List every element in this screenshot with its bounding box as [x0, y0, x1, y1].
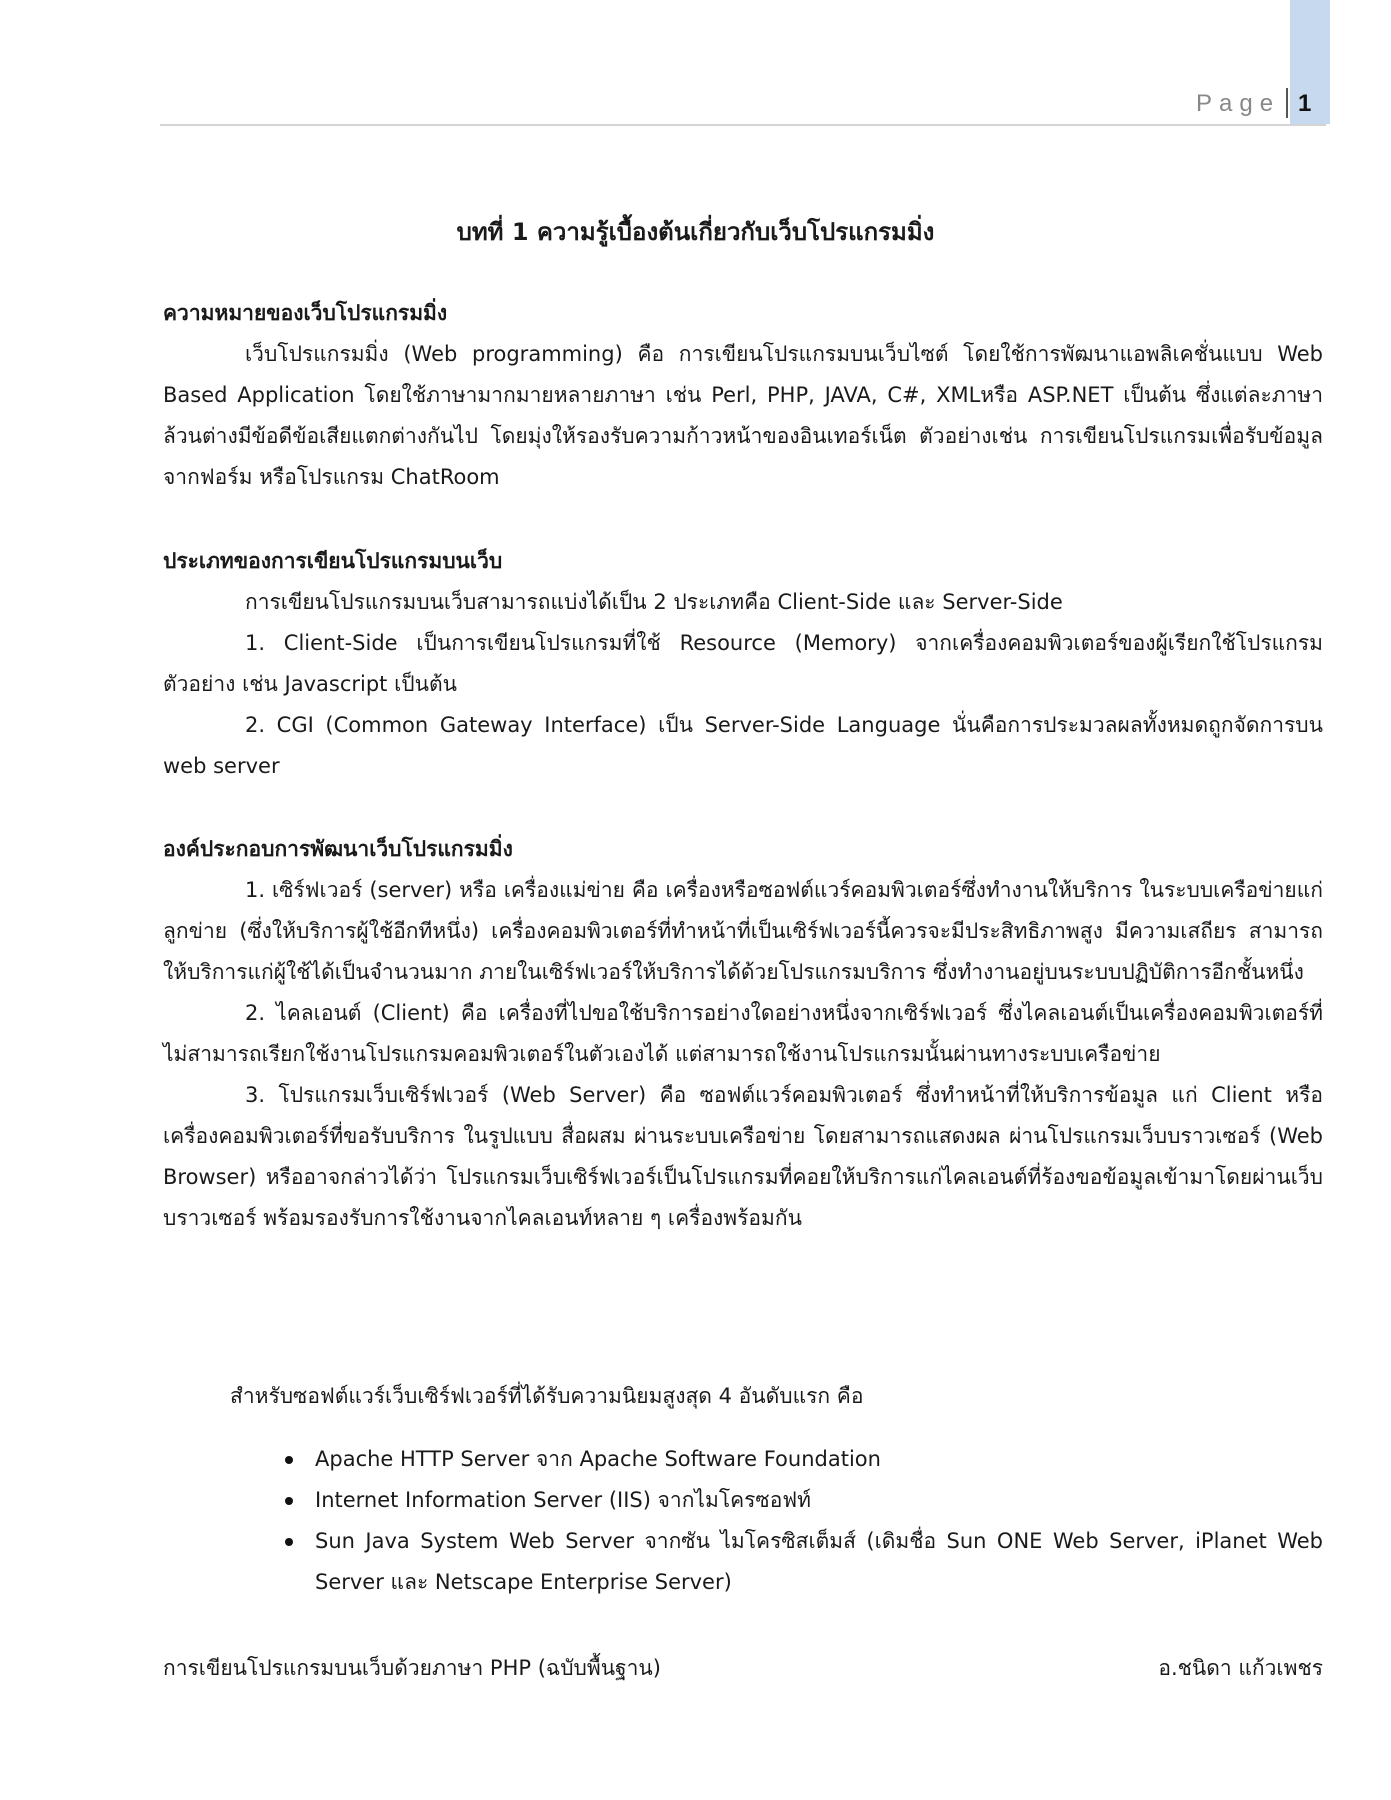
section-popular-servers — [163, 1376, 1323, 1603]
section-heading: องค์ประกอบการพัฒนาเว็บโปรแกรมมิ่ง — [163, 837, 513, 861]
section-components — [163, 829, 1323, 1239]
page-separator — [1286, 88, 1288, 118]
page-number: 1 — [1298, 90, 1312, 117]
paragraph: เว็บโปรแกรมมิ่ง (Web programming) คือ การเขียนโปรแกรมบนเว็บไซต์ โดยใช้การพัฒนาแอพลิเคชั่นแบบ Web Based Application โดยใช้ภาษามากมายหลายภาษา เช่น Perl, PHP, JAVA, C#, XMLหรือ ASP.NET เป็นต้น ซึ่งแต่ละภาษาล้วนต่างมีข้อดีข้อเสียแตกต่างกันไป โดยมุ่งให้รองรับความก้าวหน้าของอินเทอร์เน็ต ตัวอย่างเช่น การเขียนโปรแกรมเพื่อรับข้อมูลจากฟอร์ม หรือโปรแกรม ChatRoom — [163, 342, 1323, 489]
section-meaning — [163, 293, 1323, 498]
list-item: Apache HTTP Server จาก Apache Software Foundation — [315, 1439, 1323, 1480]
section-heading: ความหมายของเว็บโปรแกรมมิ่ง — [163, 301, 448, 325]
chapter-title: บทที่ 1 ความรู้เบื้องต้นเกี่ยวกับเว็บโปรแกรมมิ่ง — [456, 218, 935, 246]
page-footer — [163, 1652, 1323, 1685]
list-item: 3. โปรแกรมเว็บเซิร์ฟเวอร์ (Web Server) คือ ซอฟต์แวร์คอมพิวเตอร์ ซึ่งทำหน้าที่ให้บริการข้อมูล แก่ Client หรือ เครื่องคอมพิวเตอร์ที่ขอรับบริการ ในรูปแบบ สื่อผสม ผ่านระบบเครือข่าย โดยสามารถแสดงผล ผ่านโปรแกรมเว็บบราวเซอร์ (Web Browser) หรืออาจกล่าวได้ว่า โปรแกรมเว็บเซิร์ฟเวอร์เป็นโปรแกรมที่คอยให้บริการแก่ไคลเอนต์ที่ร้องขอข้อมูลเข้ามาโดยผ่านเว็บบราวเซอร์ พร้อมรองรับการใช้งานจากไคลเอนท์หลาย ๆ เครื่องพร้อมกัน — [163, 1083, 1323, 1230]
section-heading: ประเภทของการเขียนโปรแกรมบนเว็บ — [163, 549, 503, 573]
paragraph: การเขียนโปรแกรมบนเว็บสามารถแบ่งได้เป็น 2 ประเภทคือ Client-Side และ Server-Side — [245, 590, 1063, 614]
section-types — [163, 541, 1323, 787]
list-item: 2. ไคลเอนต์ (Client) คือ เครื่องที่ไปขอใช้บริการอย่างใดอย่างหนึ่งจากเซิร์ฟเวอร์ ซึ่งไคลเอนต์เป็นเครื่องคอมพิวเตอร์ที่ไม่สามารถเรียกใช้งานโปรแกรมคอมพิวเตอร์ในตัวเองได้ แต่สามารถใช้งานโปรแกรมนั้นผ่านทางระบบเครือข่าย — [163, 1001, 1323, 1066]
list-item: Internet Information Server (IIS) จากไมโครซอฟท์ — [315, 1480, 1323, 1521]
list-item: 1. Client-Side เป็นการเขียนโปรแกรมที่ใช้ Resource (Memory) จากเครื่องคอมพิวเตอร์ของผู้เรียกใช้โปรแกรม ตัวอย่าง เช่น Javascript เป็นต้น — [163, 631, 1323, 696]
page-label: Page — [1196, 90, 1281, 117]
bullet-list — [163, 1439, 1323, 1603]
header-divider — [160, 124, 1326, 126]
footer-title: การเขียนโปรแกรมบนเว็บด้วยภาษา PHP (ฉบับพื้นฐาน) — [163, 1656, 661, 1680]
paragraph: สำหรับซอฟต์แวร์เว็บเซิร์ฟเวอร์ที่ได้รับความนิยมสูงสุด 4 อันดับแรก คือ — [230, 1384, 864, 1408]
list-item: 1. เซิร์ฟเวอร์ (server) หรือ เครื่องแม่ข่าย คือ เครื่องหรือซอฟต์แวร์คอมพิวเตอร์ซึ่งทำงานให้บริการ ในระบบเครือข่ายแก่ลูกข่าย (ซึ่งให้บริการผู้ใช้อีกทีหนึ่ง) เครื่องคอมพิวเตอร์ที่ทำหน้าที่เป็นเซิร์ฟเวอร์นี้ควรจะมีประสิทธิภาพสูง มีความเสถียร สามารถให้บริการแก่ผู้ใช้ได้เป็นจำนวนมาก ภายในเซิร์ฟเวอร์ให้บริการได้ด้วยโปรแกรมบริการ ซึ่งทำงานอยู่บนระบบปฏิบัติการอีกชั้นหนึ่ง — [163, 878, 1323, 984]
list-item: Sun Java System Web Server จากซัน ไมโครซิสเต็มส์ (เดิมชื่อ Sun ONE Web Server, iPlanet Web Server และ Netscape Enterprise Server) — [315, 1521, 1323, 1603]
footer-author: อ.ชนิดา แก้วเพชร — [1158, 1656, 1323, 1680]
list-item: 2. CGI (Common Gateway Interface) เป็น Server-Side Language นั่นคือการประมวลผลทั้งหมดถูกจัดการบน web server — [163, 713, 1323, 778]
